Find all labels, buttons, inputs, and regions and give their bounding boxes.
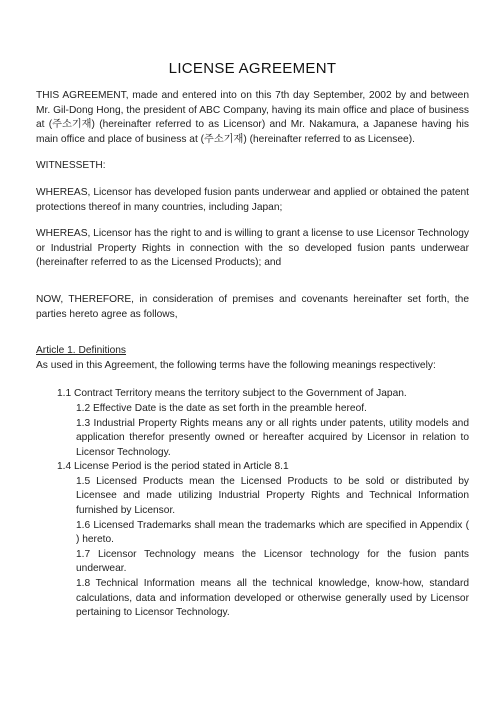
spacer: [36, 174, 469, 186]
spacer: [36, 147, 469, 159]
whereas-paragraph-1: WHEREAS, Licensor has developed fusion pants underwear and applied or obtained the patent protections thereof in many countries, including Japan;: [36, 186, 469, 213]
definition-item-1-6: 1.6 Licensed Trademarks shall mean the trademarks which are specified in Appendix ( ) hereto.: [76, 519, 469, 546]
witnesseth-label: WITNESSETH:: [36, 160, 106, 172]
definition-item-1-8: 1.8 Technical Information means all the technical knowledge, know-how, standard calculations, data and information developed or otherwise generally used by Licensor pertaining to Licensor Technology.: [76, 578, 469, 619]
definition-item-1-4: 1.4 License Period is the period stated in Article 8.1: [57, 461, 289, 473]
intro-paragraph: THIS AGREEMENT, made and entered into on this 7th day September, 2002 by and between Mr. Gil-Dong Hong, the president of ABC Company, having its main office and place of business at (주소기재) (hereinafter referred to as Licensor) and Mr. Nakamura, a Japanese having his main office and place of business at (주소기재) (hereinafter referred to as Licensee).: [36, 90, 469, 145]
spacer: [36, 322, 469, 344]
spacer: [36, 215, 469, 227]
spacer: [36, 271, 469, 293]
definition-item-1-2: 1.2 Effective Date is the date as set forth in the preamble hereof.: [76, 402, 367, 414]
article-1-intro: As used in this Agreement, the following terms have the following meanings respectively:: [36, 359, 436, 371]
document-title: LICENSE AGREEMENT: [168, 60, 337, 77]
spacer: [36, 373, 469, 387]
now-therefore-paragraph: NOW, THEREFORE, in consideration of premises and covenants hereinafter set forth, the parties hereto agree as follows,: [36, 293, 469, 320]
definition-item-1-5: 1.5 Licensed Products mean the Licensed Products to be sold or distributed by Licensee and made utilizing Industrial Property Rights and Technical Information furnished by Licensor.: [76, 475, 469, 517]
whereas-paragraph-2: WHEREAS, Licensor has the right to and is willing to grant a license to use Licensor Technology or Industrial Property Rights in connection with the so developed fusion pants underwear (hereinafter referred to as the Licensed Products); and: [36, 228, 470, 269]
definition-item-1-1: 1.1 Contract Territory means the territory subject to the Government of Japan.: [57, 388, 407, 400]
article-1-heading: Article 1. Definitions: [36, 345, 127, 357]
definition-item-1-3: 1.3 Industrial Property Rights means any or all rights under patents, utility models and application therefor presently owned or hereafter acquired by Licensor in relation to Licensor Technology.: [76, 417, 469, 458]
definition-item-1-7: 1.7 Licensor Technology means the Licensor technology for the fusion pants underwear.: [76, 548, 469, 575]
